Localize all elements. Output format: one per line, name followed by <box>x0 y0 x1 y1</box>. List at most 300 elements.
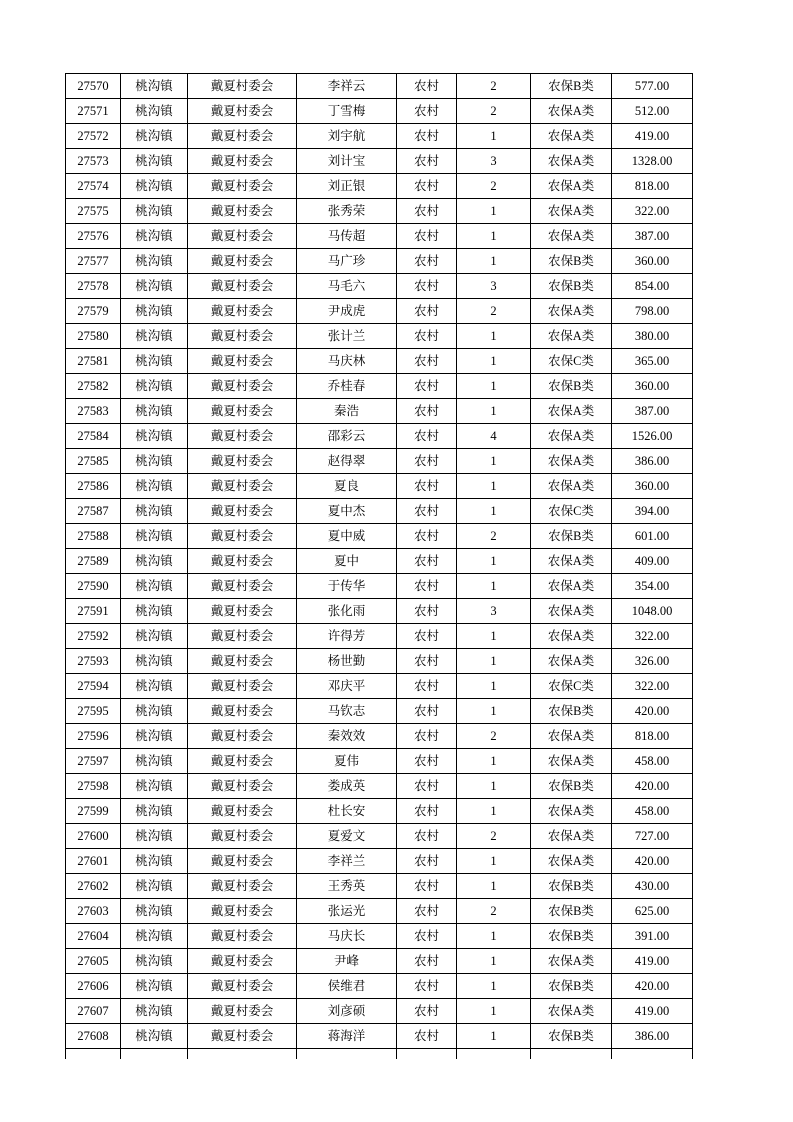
cell-insurance-category: 农保A类 <box>531 574 612 599</box>
cell-name: 刘彦硕 <box>297 999 397 1024</box>
cell-person-count: 1 <box>457 924 531 949</box>
cell-town: 桃沟镇 <box>121 449 188 474</box>
cell-name: 夏中 <box>297 549 397 574</box>
cell-record-id: 27601 <box>66 849 121 874</box>
cell-record-id: 27596 <box>66 724 121 749</box>
table-row <box>66 174 693 199</box>
cell-insurance-category: 农保B类 <box>531 874 612 899</box>
cell-village-committee: 戴夏村委会 <box>188 74 297 99</box>
cell-village-committee: 戴夏村委会 <box>188 924 297 949</box>
cell-town: 桃沟镇 <box>121 499 188 524</box>
cell-amount: 419.00 <box>612 124 693 149</box>
cell-village-committee: 戴夏村委会 <box>188 599 297 624</box>
cell-amount: 386.00 <box>612 449 693 474</box>
cell-amount: 420.00 <box>612 774 693 799</box>
table-row <box>66 224 693 249</box>
cell-residence-type: 农村 <box>397 949 457 974</box>
cell-town: 桃沟镇 <box>121 474 188 499</box>
cell-amount-empty <box>612 1049 693 1060</box>
cell-amount: 420.00 <box>612 699 693 724</box>
table-viewport <box>65 73 694 1059</box>
cell-village-committee: 戴夏村委会 <box>188 149 297 174</box>
cell-amount: 394.00 <box>612 499 693 524</box>
cell-village-committee: 戴夏村委会 <box>188 724 297 749</box>
cell-town: 桃沟镇 <box>121 649 188 674</box>
cell-insurance-category: 农保A类 <box>531 399 612 424</box>
cell-name: 张化雨 <box>297 599 397 624</box>
cell-name: 王秀英 <box>297 874 397 899</box>
cell-record-id: 27586 <box>66 474 121 499</box>
cell-name: 杨世勤 <box>297 649 397 674</box>
cell-residence-type: 农村 <box>397 299 457 324</box>
cell-insurance-category: 农保C类 <box>531 674 612 699</box>
cell-amount: 577.00 <box>612 74 693 99</box>
cell-name-empty <box>297 1049 397 1060</box>
table-row <box>66 924 693 949</box>
cell-insurance-category: 农保A类 <box>531 649 612 674</box>
cell-person-count: 1 <box>457 324 531 349</box>
cell-insurance-category: 农保B类 <box>531 924 612 949</box>
cell-amount: 322.00 <box>612 199 693 224</box>
cell-town: 桃沟镇 <box>121 1024 188 1049</box>
cell-person-count: 3 <box>457 149 531 174</box>
cell-village-committee: 戴夏村委会 <box>188 374 297 399</box>
cell-residence-type: 农村 <box>397 199 457 224</box>
cell-village-committee: 戴夏村委会 <box>188 799 297 824</box>
cell-name: 刘正银 <box>297 174 397 199</box>
cell-amount: 420.00 <box>612 974 693 999</box>
cell-insurance-category-empty <box>531 1049 612 1060</box>
cell-name: 夏良 <box>297 474 397 499</box>
table-row <box>66 624 693 649</box>
cell-insurance-category: 农保A类 <box>531 799 612 824</box>
cell-name: 张运光 <box>297 899 397 924</box>
cell-person-count: 2 <box>457 524 531 549</box>
cell-person-count: 1 <box>457 699 531 724</box>
cell-amount: 360.00 <box>612 249 693 274</box>
cell-town: 桃沟镇 <box>121 349 188 374</box>
table-row <box>66 399 693 424</box>
cell-residence-type: 农村 <box>397 449 457 474</box>
cell-insurance-category: 农保A类 <box>531 199 612 224</box>
cell-town: 桃沟镇 <box>121 624 188 649</box>
table-row <box>66 899 693 924</box>
table-row <box>66 849 693 874</box>
cell-record-id: 27600 <box>66 824 121 849</box>
cell-amount: 360.00 <box>612 474 693 499</box>
cell-insurance-category: 农保A类 <box>531 549 612 574</box>
cell-name: 乔桂春 <box>297 374 397 399</box>
cell-insurance-category: 农保A类 <box>531 599 612 624</box>
cell-town: 桃沟镇 <box>121 374 188 399</box>
cell-record-id: 27602 <box>66 874 121 899</box>
cell-village-committee-empty <box>188 1049 297 1060</box>
cell-residence-type: 农村 <box>397 124 457 149</box>
cell-person-count: 1 <box>457 874 531 899</box>
cell-residence-type: 农村 <box>397 549 457 574</box>
cell-amount: 625.00 <box>612 899 693 924</box>
cell-town: 桃沟镇 <box>121 724 188 749</box>
table-row <box>66 699 693 724</box>
cell-residence-type: 农村 <box>397 399 457 424</box>
cell-record-id: 27604 <box>66 924 121 949</box>
cell-record-id: 27598 <box>66 774 121 799</box>
cell-residence-type: 农村 <box>397 849 457 874</box>
cell-town: 桃沟镇 <box>121 174 188 199</box>
cell-name: 马庆林 <box>297 349 397 374</box>
cell-person-count: 1 <box>457 849 531 874</box>
cell-person-count: 1 <box>457 224 531 249</box>
table-row <box>66 599 693 624</box>
cell-name: 张秀荣 <box>297 199 397 224</box>
table-row <box>66 774 693 799</box>
cell-insurance-category: 农保A类 <box>531 124 612 149</box>
cell-village-committee: 戴夏村委会 <box>188 449 297 474</box>
cell-name: 许得芳 <box>297 624 397 649</box>
cell-residence-type: 农村 <box>397 699 457 724</box>
cell-name: 邵彩云 <box>297 424 397 449</box>
cell-record-id: 27608 <box>66 1024 121 1049</box>
cell-insurance-category: 农保A类 <box>531 474 612 499</box>
cell-residence-type: 农村 <box>397 724 457 749</box>
cell-residence-type: 农村 <box>397 899 457 924</box>
cell-record-id: 27595 <box>66 699 121 724</box>
cell-record-id-empty <box>66 1049 121 1060</box>
cell-town: 桃沟镇 <box>121 549 188 574</box>
cell-village-committee: 戴夏村委会 <box>188 399 297 424</box>
cell-village-committee: 戴夏村委会 <box>188 874 297 899</box>
cell-record-id: 27590 <box>66 574 121 599</box>
table-row <box>66 999 693 1024</box>
cell-person-count: 1 <box>457 549 531 574</box>
cell-record-id: 27605 <box>66 949 121 974</box>
cell-town: 桃沟镇 <box>121 924 188 949</box>
cell-town: 桃沟镇 <box>121 274 188 299</box>
cell-record-id: 27591 <box>66 599 121 624</box>
cell-village-committee: 戴夏村委会 <box>188 274 297 299</box>
cell-record-id: 27580 <box>66 324 121 349</box>
table-row <box>66 349 693 374</box>
cell-village-committee: 戴夏村委会 <box>188 424 297 449</box>
cell-amount: 1328.00 <box>612 149 693 174</box>
cell-record-id: 27606 <box>66 974 121 999</box>
cell-insurance-category: 农保A类 <box>531 999 612 1024</box>
cell-amount: 419.00 <box>612 999 693 1024</box>
table-row <box>66 574 693 599</box>
cell-village-committee: 戴夏村委会 <box>188 299 297 324</box>
cell-amount: 365.00 <box>612 349 693 374</box>
cell-person-count: 2 <box>457 99 531 124</box>
cell-person-count: 1 <box>457 574 531 599</box>
cell-residence-type: 农村 <box>397 799 457 824</box>
cell-insurance-category: 农保A类 <box>531 224 612 249</box>
cell-town: 桃沟镇 <box>121 774 188 799</box>
cell-name: 夏爱文 <box>297 824 397 849</box>
cell-residence-type: 农村 <box>397 374 457 399</box>
cell-village-committee: 戴夏村委会 <box>188 674 297 699</box>
cell-village-committee: 戴夏村委会 <box>188 499 297 524</box>
table-row <box>66 249 693 274</box>
cell-town: 桃沟镇 <box>121 524 188 549</box>
cell-record-id: 27592 <box>66 624 121 649</box>
cell-town: 桃沟镇 <box>121 949 188 974</box>
cell-residence-type: 农村 <box>397 99 457 124</box>
cell-name: 娄成英 <box>297 774 397 799</box>
cell-record-id: 27599 <box>66 799 121 824</box>
cell-record-id: 27587 <box>66 499 121 524</box>
cell-residence-type: 农村 <box>397 524 457 549</box>
cell-person-count: 1 <box>457 949 531 974</box>
cell-residence-type-empty <box>397 1049 457 1060</box>
cell-village-committee: 戴夏村委会 <box>188 249 297 274</box>
cell-town: 桃沟镇 <box>121 899 188 924</box>
cell-amount: 419.00 <box>612 949 693 974</box>
table-row <box>66 199 693 224</box>
table-row <box>66 424 693 449</box>
cell-amount: 458.00 <box>612 749 693 774</box>
cell-record-id: 27570 <box>66 74 121 99</box>
cell-residence-type: 农村 <box>397 824 457 849</box>
partial-table-row <box>66 1049 693 1060</box>
cell-record-id: 27584 <box>66 424 121 449</box>
cell-person-count: 1 <box>457 774 531 799</box>
cell-amount: 391.00 <box>612 924 693 949</box>
cell-insurance-category: 农保B类 <box>531 699 612 724</box>
cell-town: 桃沟镇 <box>121 799 188 824</box>
cell-residence-type: 农村 <box>397 749 457 774</box>
cell-town: 桃沟镇 <box>121 674 188 699</box>
cell-residence-type: 农村 <box>397 274 457 299</box>
cell-record-id: 27597 <box>66 749 121 774</box>
table-row <box>66 474 693 499</box>
cell-residence-type: 农村 <box>397 574 457 599</box>
cell-insurance-category: 农保B类 <box>531 524 612 549</box>
cell-amount: 387.00 <box>612 224 693 249</box>
cell-amount: 854.00 <box>612 274 693 299</box>
table-row <box>66 449 693 474</box>
cell-person-count: 1 <box>457 399 531 424</box>
cell-insurance-category: 农保A类 <box>531 824 612 849</box>
cell-record-id: 27585 <box>66 449 121 474</box>
cell-residence-type: 农村 <box>397 499 457 524</box>
cell-insurance-category: 农保A类 <box>531 299 612 324</box>
cell-village-committee: 戴夏村委会 <box>188 974 297 999</box>
cell-village-committee: 戴夏村委会 <box>188 849 297 874</box>
cell-amount: 380.00 <box>612 324 693 349</box>
table-row <box>66 674 693 699</box>
cell-person-count: 1 <box>457 199 531 224</box>
cell-town-empty <box>121 1049 188 1060</box>
cell-residence-type: 农村 <box>397 649 457 674</box>
cell-name: 马庆长 <box>297 924 397 949</box>
cell-record-id: 27578 <box>66 274 121 299</box>
cell-amount: 322.00 <box>612 624 693 649</box>
cell-insurance-category: 农保B类 <box>531 74 612 99</box>
cell-town: 桃沟镇 <box>121 224 188 249</box>
cell-person-count: 4 <box>457 424 531 449</box>
cell-record-id: 27583 <box>66 399 121 424</box>
cell-person-count: 3 <box>457 599 531 624</box>
cell-name: 张计兰 <box>297 324 397 349</box>
cell-person-count: 2 <box>457 899 531 924</box>
cell-amount: 409.00 <box>612 549 693 574</box>
cell-insurance-category: 农保A类 <box>531 449 612 474</box>
cell-town: 桃沟镇 <box>121 824 188 849</box>
cell-name: 蒋海洋 <box>297 1024 397 1049</box>
cell-name: 马钦志 <box>297 699 397 724</box>
cell-village-committee: 戴夏村委会 <box>188 349 297 374</box>
cell-insurance-category: 农保A类 <box>531 149 612 174</box>
cell-village-committee: 戴夏村委会 <box>188 524 297 549</box>
table-row <box>66 649 693 674</box>
cell-record-id: 27607 <box>66 999 121 1024</box>
cell-person-count: 3 <box>457 274 531 299</box>
cell-village-committee: 戴夏村委会 <box>188 324 297 349</box>
cell-person-count: 1 <box>457 674 531 699</box>
cell-name: 秦效效 <box>297 724 397 749</box>
cell-insurance-category: 农保A类 <box>531 424 612 449</box>
cell-amount: 430.00 <box>612 874 693 899</box>
cell-amount: 326.00 <box>612 649 693 674</box>
table-row <box>66 274 693 299</box>
cell-person-count: 1 <box>457 474 531 499</box>
table-row <box>66 124 693 149</box>
cell-name: 夏中威 <box>297 524 397 549</box>
cell-residence-type: 农村 <box>397 774 457 799</box>
cell-amount: 1526.00 <box>612 424 693 449</box>
cell-person-count: 1 <box>457 999 531 1024</box>
cell-record-id: 27574 <box>66 174 121 199</box>
cell-residence-type: 农村 <box>397 974 457 999</box>
cell-name: 杜长安 <box>297 799 397 824</box>
cell-village-committee: 戴夏村委会 <box>188 574 297 599</box>
cell-name: 李祥云 <box>297 74 397 99</box>
cell-person-count: 1 <box>457 449 531 474</box>
cell-insurance-category: 农保A类 <box>531 624 612 649</box>
cell-record-id: 27579 <box>66 299 121 324</box>
cell-insurance-category: 农保B类 <box>531 374 612 399</box>
cell-town: 桃沟镇 <box>121 124 188 149</box>
cell-person-count: 1 <box>457 499 531 524</box>
table-row <box>66 374 693 399</box>
cell-record-id: 27593 <box>66 649 121 674</box>
cell-insurance-category: 农保A类 <box>531 174 612 199</box>
cell-amount: 601.00 <box>612 524 693 549</box>
cell-town: 桃沟镇 <box>121 749 188 774</box>
cell-person-count: 1 <box>457 124 531 149</box>
cell-residence-type: 农村 <box>397 249 457 274</box>
cell-town: 桃沟镇 <box>121 574 188 599</box>
cell-record-id: 27589 <box>66 549 121 574</box>
cell-person-count: 1 <box>457 974 531 999</box>
cell-name: 李祥兰 <box>297 849 397 874</box>
table-row <box>66 724 693 749</box>
cell-village-committee: 戴夏村委会 <box>188 199 297 224</box>
cell-person-count: 1 <box>457 799 531 824</box>
cell-village-committee: 戴夏村委会 <box>188 99 297 124</box>
cell-amount: 458.00 <box>612 799 693 824</box>
cell-name: 刘计宝 <box>297 149 397 174</box>
cell-residence-type: 农村 <box>397 1024 457 1049</box>
cell-residence-type: 农村 <box>397 424 457 449</box>
cell-insurance-category: 农保A类 <box>531 749 612 774</box>
cell-person-count: 2 <box>457 299 531 324</box>
cell-record-id: 27577 <box>66 249 121 274</box>
cell-amount: 727.00 <box>612 824 693 849</box>
cell-town: 桃沟镇 <box>121 699 188 724</box>
cell-residence-type: 农村 <box>397 224 457 249</box>
cell-person-count: 1 <box>457 749 531 774</box>
cell-amount: 798.00 <box>612 299 693 324</box>
cell-name: 夏伟 <box>297 749 397 774</box>
cell-town: 桃沟镇 <box>121 599 188 624</box>
cell-residence-type: 农村 <box>397 74 457 99</box>
cell-village-committee: 戴夏村委会 <box>188 224 297 249</box>
table-row <box>66 974 693 999</box>
cell-amount: 512.00 <box>612 99 693 124</box>
cell-amount: 387.00 <box>612 399 693 424</box>
cell-amount: 818.00 <box>612 724 693 749</box>
cell-person-count: 1 <box>457 1024 531 1049</box>
cell-residence-type: 农村 <box>397 999 457 1024</box>
cell-record-id: 27603 <box>66 899 121 924</box>
cell-person-count: 1 <box>457 649 531 674</box>
cell-residence-type: 农村 <box>397 874 457 899</box>
cell-insurance-category: 农保B类 <box>531 1024 612 1049</box>
cell-town: 桃沟镇 <box>121 74 188 99</box>
cell-village-committee: 戴夏村委会 <box>188 774 297 799</box>
cell-amount: 1048.00 <box>612 599 693 624</box>
cell-person-count: 2 <box>457 724 531 749</box>
cell-town: 桃沟镇 <box>121 849 188 874</box>
cell-residence-type: 农村 <box>397 349 457 374</box>
cell-town: 桃沟镇 <box>121 399 188 424</box>
table-row <box>66 524 693 549</box>
cell-name: 刘宇航 <box>297 124 397 149</box>
table-row <box>66 1024 693 1049</box>
cell-amount: 386.00 <box>612 1024 693 1049</box>
cell-name: 尹成虎 <box>297 299 397 324</box>
payment-table <box>65 73 693 1059</box>
cell-town: 桃沟镇 <box>121 249 188 274</box>
cell-town: 桃沟镇 <box>121 199 188 224</box>
cell-village-committee: 戴夏村委会 <box>188 549 297 574</box>
cell-insurance-category: 农保C类 <box>531 349 612 374</box>
cell-name: 邓庆平 <box>297 674 397 699</box>
cell-person-count: 2 <box>457 74 531 99</box>
cell-town: 桃沟镇 <box>121 874 188 899</box>
cell-name: 侯维君 <box>297 974 397 999</box>
cell-name: 于传华 <box>297 574 397 599</box>
cell-village-committee: 戴夏村委会 <box>188 474 297 499</box>
cell-insurance-category: 农保B类 <box>531 249 612 274</box>
cell-amount: 360.00 <box>612 374 693 399</box>
cell-residence-type: 农村 <box>397 624 457 649</box>
cell-insurance-category: 农保A类 <box>531 949 612 974</box>
cell-insurance-category: 农保B类 <box>531 899 612 924</box>
cell-amount: 818.00 <box>612 174 693 199</box>
cell-amount: 322.00 <box>612 674 693 699</box>
cell-amount: 354.00 <box>612 574 693 599</box>
cell-record-id: 27582 <box>66 374 121 399</box>
cell-person-count-empty <box>457 1049 531 1060</box>
cell-town: 桃沟镇 <box>121 424 188 449</box>
cell-insurance-category: 农保B类 <box>531 774 612 799</box>
cell-name: 马传超 <box>297 224 397 249</box>
cell-record-id: 27581 <box>66 349 121 374</box>
cell-name: 丁雪梅 <box>297 99 397 124</box>
cell-record-id: 27594 <box>66 674 121 699</box>
